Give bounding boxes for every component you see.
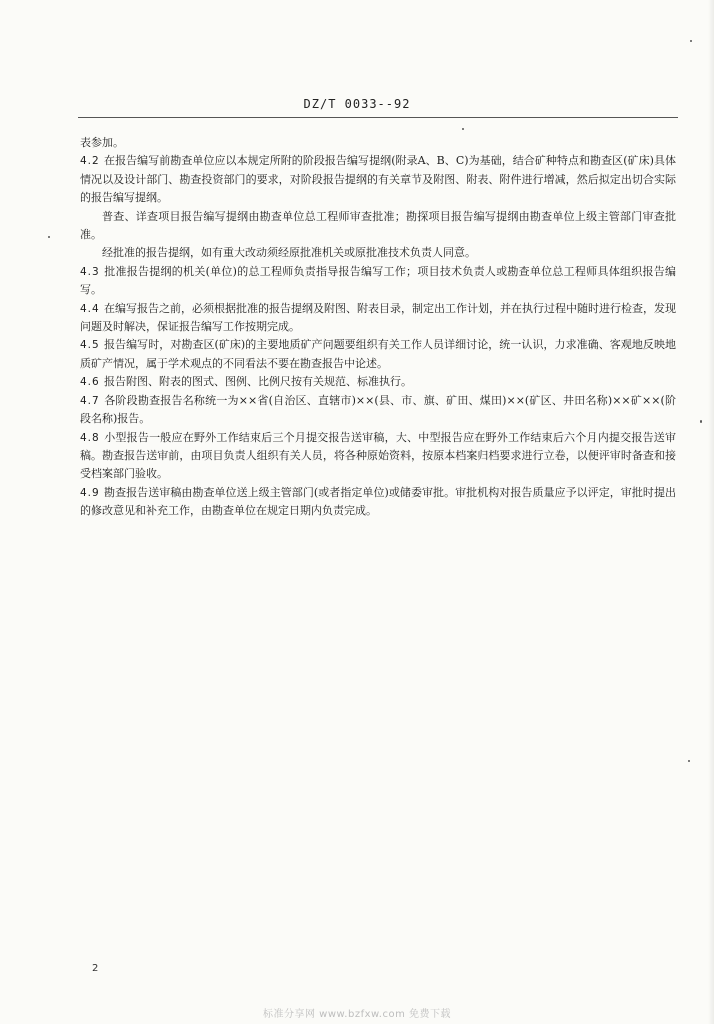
paragraph-text: 各阶段勘查报告名称统一为××省(自治区、直辖市)××(县、市、旗、矿田、煤田)××(矿区、井田名称)××矿××(阶段名称)报告。 [80, 393, 676, 426]
paragraph-text: 小型报告一般应在野外工作结束后三个月提交报告送审稿，大、中型报告应在野外工作结束后六个月内提交报告送审稿。勘查报告送审前，由项目负责人组织有关人员，将各种原始资料，按原本档案归档要求进行立卷，以便评审时备查和接受档案部门验收。 [80, 430, 676, 481]
paragraph-text: 报告附图、附表的图式、图例、比例尺按有关规范、标准执行。 [104, 375, 412, 389]
paragraph-text: 报告编写时，对勘查区(矿床)的主要地质矿产问题要组织有关工作人员详细讨论，统一认识，力求准确、客观地反映地质矿产情况，属于学术观点的不同看法不要在勘查报告中论述。 [80, 338, 676, 370]
clause-number: 4.2 [80, 155, 100, 168]
paragraph-continuation [80, 134, 676, 152]
clause-4-2-sub-2 [80, 244, 676, 262]
clause-number: 4.8 [80, 431, 100, 444]
scan-speck [700, 420, 702, 423]
clause-number: 4.6 [80, 376, 100, 389]
clause-4-6 [80, 373, 676, 391]
clause-number: 4.3 [80, 265, 100, 278]
paragraph-text: 在报告编写前勘查单位应以本规定所附的阶段报告编写提纲(附录A、B、C)为基础，结合矿种特点和勘查区(矿床)具体情况以及设计部门、勘查投资部门的要求，对阶段报告提纲的有关章节及附图、附表、附件进行增减，然后拟定出切合实际的报告编写提纲。 [80, 154, 676, 205]
clause-number: 4.4 [80, 302, 100, 315]
page-number: 2 [92, 963, 99, 974]
scan-edge-shadow [708, 0, 714, 1024]
scan-speck [690, 40, 692, 42]
clause-4-2 [80, 152, 676, 207]
scan-speck [48, 236, 50, 238]
clause-4-8 [80, 429, 676, 484]
paragraph-text: 表参加。 [80, 136, 124, 149]
clause-4-3 [80, 263, 676, 300]
document-body [80, 134, 676, 521]
clause-4-2-sub-1 [80, 208, 676, 245]
paragraph-text: 勘查报告送审稿由勘查单位送上级主管部门(或者指定单位)或储委审批。审批机构对报告质量应予以评定，审批时提出的修改意见和补充工作，由勘查单位在规定日期内负责完成。 [80, 485, 676, 518]
clause-4-7 [80, 392, 676, 429]
clause-4-9 [80, 484, 676, 521]
paragraph-text: 经批准的报告提纲，如有重大改动须经原批准机关或原批准技术负责人同意。 [102, 246, 476, 260]
clause-4-5 [80, 336, 676, 373]
clause-number: 4.7 [80, 394, 100, 407]
clause-4-4 [80, 300, 676, 337]
scan-speck [462, 128, 464, 130]
clause-number: 4.9 [80, 486, 100, 499]
paragraph-text: 普查、详查项目报告编写提纲由勘查单位总工程师审查批准；勘探项目报告编写提纲由勘查单位上级主管部门审查批准。 [80, 209, 676, 242]
scan-speck [688, 760, 690, 762]
standard-code-header: DZ/T 0033--92 [303, 97, 411, 111]
paragraph-text: 批准报告提纲的机关(单位)的总工程师负责指导报告编写工作；项目技术负责人或勘查单位总工程师具体组织报告编写。 [80, 264, 676, 297]
watermark-text: 标准分享网 www.bzfxw.com 免费下载 [263, 1009, 451, 1020]
paragraph-text: 在编写报告之前，必须根据批准的报告提纲及附图、附表目录，制定出工作计划，并在执行过程中随时进行检查，发现问题及时解决，保证报告编写工作按期完成。 [80, 301, 676, 334]
header-rule [78, 117, 678, 118]
clause-number: 4.5 [80, 339, 100, 352]
